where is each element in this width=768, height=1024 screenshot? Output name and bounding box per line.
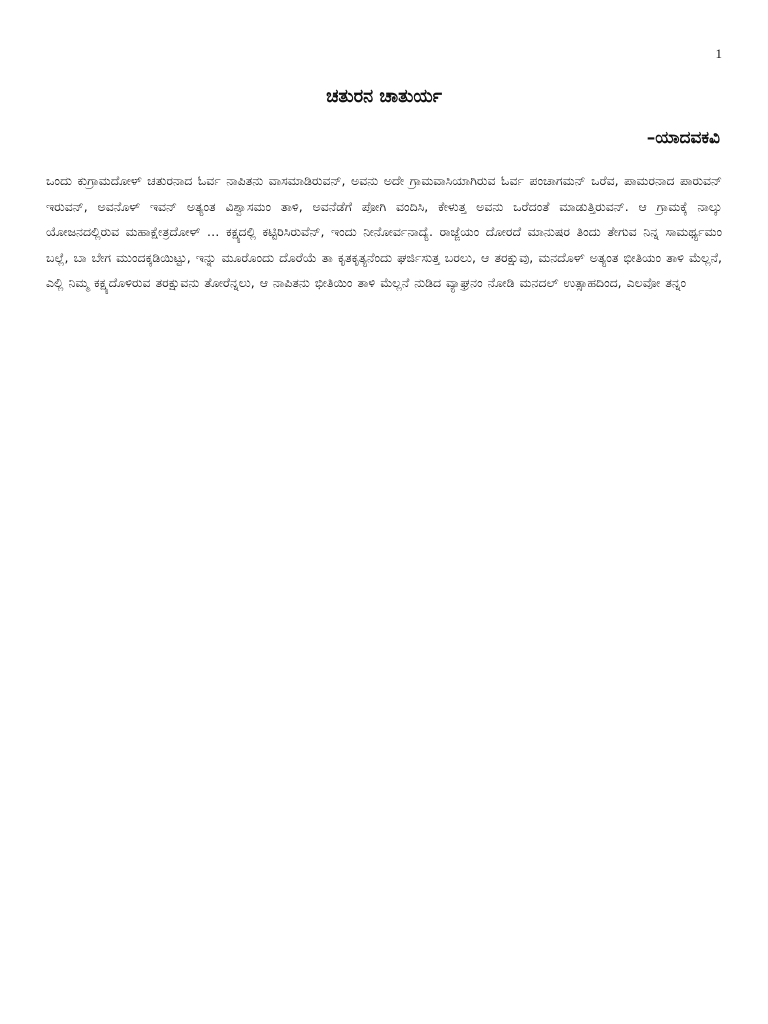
story-title: ಚತುರನ ಚಾತುರ್ಯ — [326, 86, 442, 107]
page-number: 1 — [715, 46, 722, 61]
author-name: –ಯಾದವಕವಿ — [646, 128, 720, 148]
story-paragraph: ಒಂದು ಕುಗ್ರಾಮದೋಳ್ ಚತುರನಾದ ಓರ್ವ ನಾಪಿತನು ವಾಸಮಾಡಿರುವನ್, ಅವನು ಅದೇ ಗ್ರಾಮವಾಸಿಯಾಗಿರುವ ಓರ್ವ ಪಂಚಾಗಮನ್ ಒರೆವ, ಪಾಮರನಾದ ಪಾರುವನ್ ಇರುವನ್, ಅವನೊಳ್ ಇವನ್ ಅತ್ಯಂತ ವಿಶ್ವಾಸಮಂ ತಾಳಿ, ಅವನೆಡೆಗೆ ಪೋಗಿ ವಂದಿಸಿ, ಕೇಳುತ್ತ ಅವನು ಒರೆದಂತೆ ಮಾಡುತ್ತಿರುವನ್. ಆ ಗ್ರಾಮಕ್ಕೆ ನಾಲ್ಕು ಯೋಜನದಲ್ಲಿರುವ ಮಹಾಕ್ಷೇತ್ರದೋಳ್ … ಕಕ್ಷ್ಯದಲ್ಲಿ ಕಟ್ಟಿರಿಸಿರುವೆನ್, ಇಂದು ನೀನೋರ್ವನಾದ್ಯೆ. ರಾಜ್ಜೆಯಂ ದೋರದೆ ಮಾನುಷರ ತಿಂದು ತೇಗುವ ನಿನ್ನ ಸಾಮರ್ಥ್ಯಮಂ ಬಲ್ಲೆ, ಬಾ ಬೇಗ ಮುಂದಕ್ಕಡಿಯಿಟ್ಟು, ಇನ್ನು ಮೂರೊಂದು ದೊರೆಯೆ ತಾ ಕೃತಕೃತ್ಯನೆಂದು ಘರ್ಜಿಸುತ್ತ ಬರಲು, ಆ ತರಕ್ಷುವು, ಮನದೊಳ್ ಅತ್ಯಂತ ಭೀತಿಯಂ ತಾಳಿ ಮೆಲ್ಲನೆ, ಎಲ್ಲಿ ನಿಮ್ಮ ಕಕ್ಷ್ಯದೊಳಿರುವ ತರಕ್ಷುವನು ತೋರೆನ್ನಲು, ಆ ನಾಪಿತನು ಭೀತಿಯಿಂ ತಾಳಿ ಮೆಲ್ಲನೆ ನುಡಿದ ವ್ಯಾಘ್ರನಂ ನೋಡಿ ಮನದಲ್ ಉತ್ಸಾಹದಿಂದ, ಎಲವೋ ತನ್ನಂ — [46, 173, 722, 290]
